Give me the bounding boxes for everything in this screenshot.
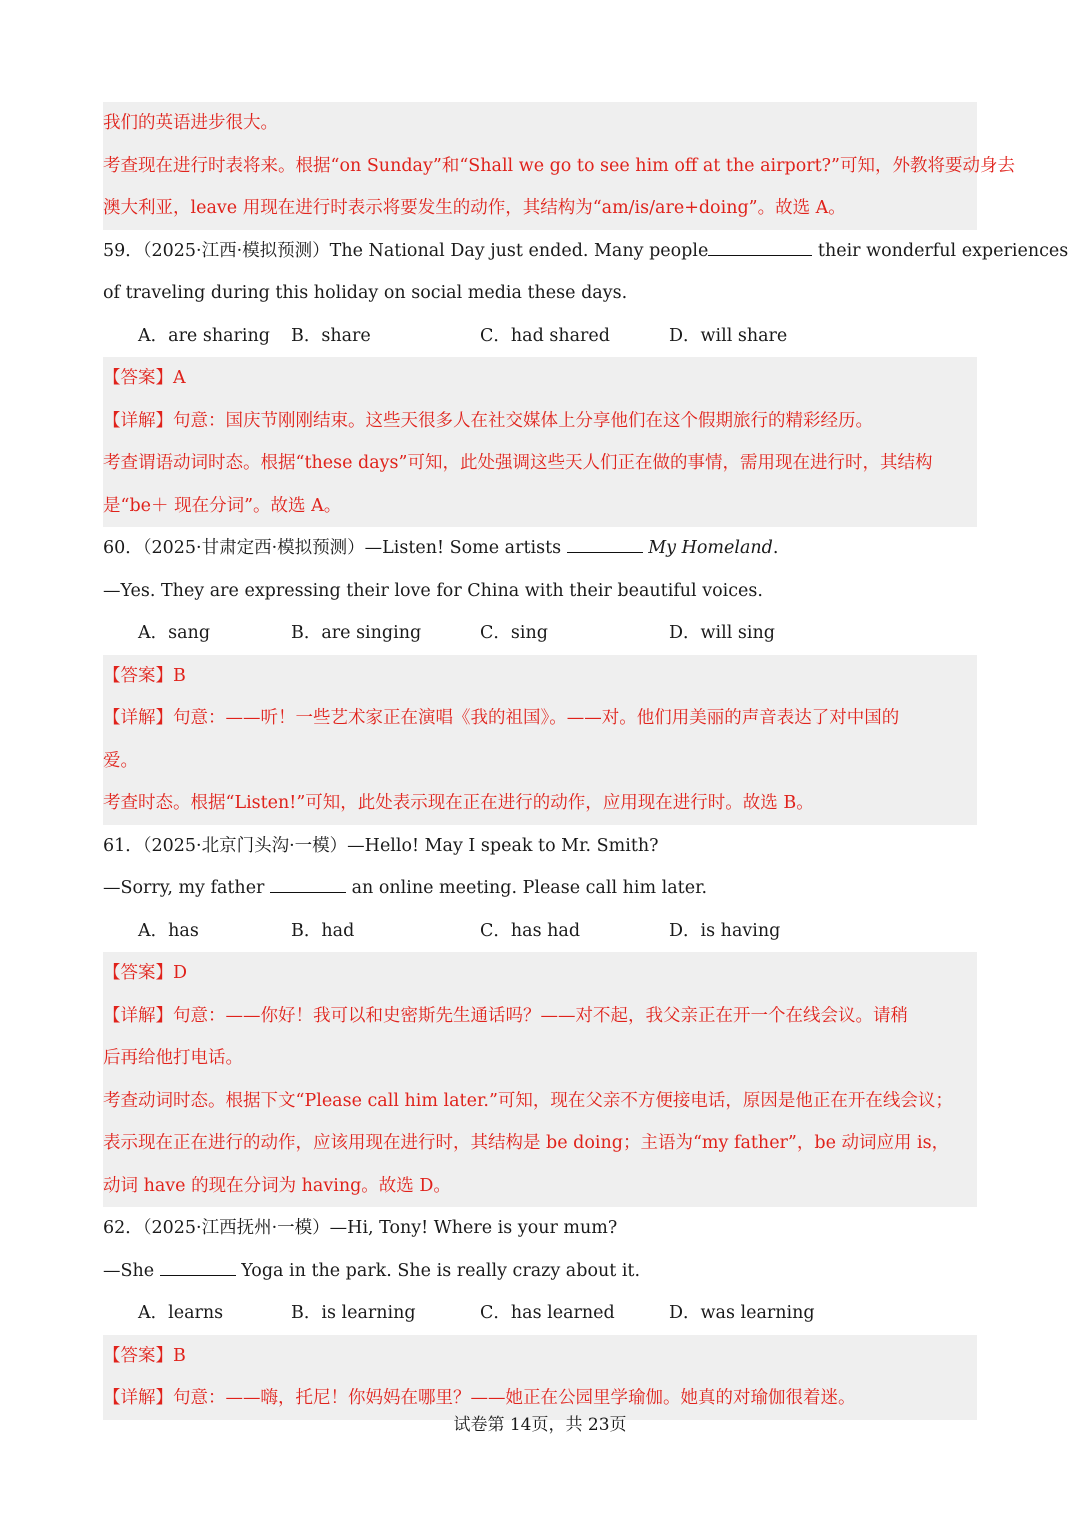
answer-box-58: [103, 102, 1015, 230]
answer-blank: [708, 237, 812, 256]
detail-line: 考查谓语动词时态。根据“these days”可知，此处强调这些天人们正在做的事情，需用现在进行时，其结构: [103, 453, 933, 473]
option-d: D．is having: [669, 920, 781, 941]
option-c: C．had shared: [480, 325, 610, 346]
question-stem: 61．（2025·北京门头沟·一模）—Hello! May I speak to Mr. Smith?: [103, 835, 659, 856]
question-stem-cont: of traveling during this holiday on social media these days.: [103, 283, 628, 303]
option-b: B．had: [291, 920, 355, 941]
answer-box-62: [103, 1335, 977, 1420]
question-62: [103, 1207, 977, 1420]
options-row: [103, 1292, 977, 1335]
question-stem-cont: —Sorry, my father an online meeting. Please call him later.: [103, 867, 977, 910]
option-b: B．is learning: [291, 1303, 416, 1323]
detail-line: 考查现在进行时表将来。根据“on Sunday”和“Shall we go to see him off at the airport?”可知，外教将要动身去: [103, 155, 1015, 176]
option-d: D．will share: [669, 325, 788, 346]
option-d: D．was learning: [669, 1303, 815, 1323]
detail-line: 【详解】句意：国庆节刚刚结束。这些天很多人在社交媒体上分享他们在这个假期旅行的精彩经历。: [103, 410, 873, 431]
song-title: My Homeland: [648, 538, 773, 558]
detail-line: 我们的英语进步很大。: [103, 113, 278, 133]
detail-line: 【详解】句意：——嗨，托尼！你妈妈在哪里？——她正在公园里学瑜伽。她真的对瑜伽很着迷。: [103, 1388, 856, 1408]
detail-line: 考查时态。根据“Listen!”可知，此处表示现在正在进行的动作，应用现在进行时。故选 B。: [103, 793, 814, 813]
detail-line: 爱。: [103, 750, 138, 771]
option-c: C．sing: [480, 623, 548, 643]
detail-line: 考查动词时态。根据下文“Please call him later.”可知，现在父亲不方便接电话，原因是他正在开在线会议；: [103, 1090, 953, 1111]
option-d: D．will sing: [669, 623, 775, 643]
answer-box-59: [103, 357, 977, 527]
question-stem-cont: —She Yoga in the park. She is really crazy about it.: [103, 1250, 977, 1293]
options-row: [103, 910, 977, 953]
detail-line: 动词 have 的现在分词为 having。故选 D。: [103, 1175, 451, 1196]
page-content: [103, 102, 1069, 1420]
question-stem: 59．（2025·江西·模拟预测）The National Day just ended. Many people their wonderful experiences: [103, 230, 977, 273]
option-a: A．are sharing: [138, 325, 270, 346]
detail-line: 【详解】句意：——你好！我可以和史密斯先生通话吗？——对不起，我父亲正在开一个在线会议。请稍: [103, 1005, 908, 1026]
answer-box-60: [103, 655, 977, 825]
detail-line: 后再给他打电话。: [103, 1048, 243, 1068]
option-b: B．are singing: [291, 623, 422, 643]
question-stem-cont: —Yes. They are expressing their love for China with their beautiful voices.: [103, 580, 763, 601]
answer-label: 【答案】B: [103, 665, 186, 686]
detail-line: 【详解】句意：——听！一些艺术家正在演唱《我的祖国》。——对。他们用美丽的声音表达了对中国的: [103, 708, 900, 728]
answer-box-61: [103, 952, 977, 1207]
detail-line: 澳大利亚，leave 用现在进行时表示将要发生的动作，其结构为“am/is/are+doing”。故选 A。: [103, 198, 846, 218]
option-b: B．share: [291, 325, 371, 346]
question-stem: 62．（2025·江西抚州·一模）—Hi, Tony! Where is your mum?: [103, 1218, 618, 1238]
detail-line: 是“be＋ 现在分词”。故选 A。: [103, 495, 342, 516]
option-a: A．learns: [138, 1303, 224, 1323]
answer-label: 【答案】A: [103, 368, 186, 388]
answer-label: 【答案】D: [103, 963, 188, 983]
question-59: [103, 230, 1069, 528]
options-row: [103, 612, 977, 655]
question-61: [103, 825, 977, 1208]
option-c: C．has learned: [480, 1303, 615, 1323]
answer-label: 【答案】B: [103, 1345, 186, 1366]
option-c: C．has had: [480, 920, 581, 941]
question-60: [103, 527, 977, 825]
question-stem: 60．（2025·甘肃定西·模拟预测）—Listen! Some artists My Homeland.: [103, 527, 977, 570]
option-a: A．has: [138, 920, 199, 941]
answer-blank: [567, 534, 643, 553]
answer-blank: [160, 1257, 236, 1276]
options-row: [103, 315, 977, 358]
page-footer: 试卷第 14页，共 23页: [453, 1415, 627, 1435]
detail-line: 表示现在正在进行的动作，应该用现在进行时，其结构是 be doing；主语为“my father”，be 动词应用 is，: [103, 1133, 950, 1153]
answer-blank: [270, 874, 346, 893]
option-a: A．sang: [138, 623, 211, 643]
